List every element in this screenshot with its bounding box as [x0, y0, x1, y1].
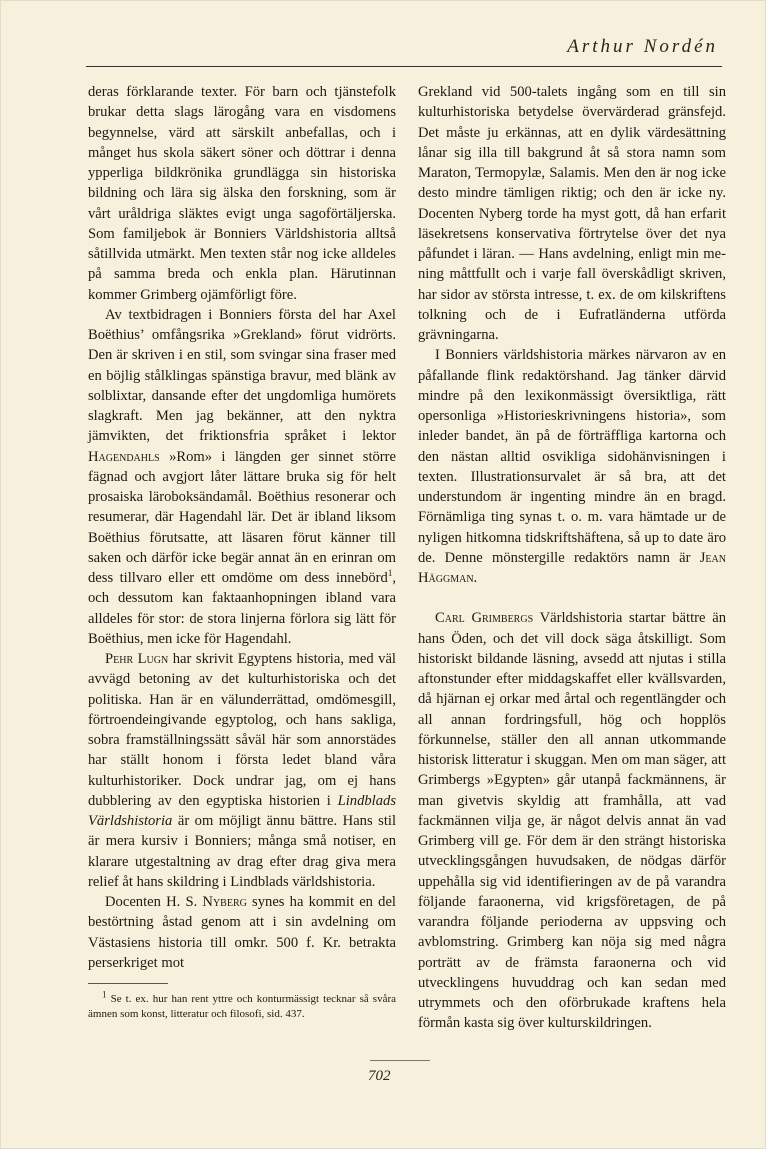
right-column: [418, 82, 726, 1034]
author-name: Nyberg: [202, 894, 247, 910]
footnote-reference: 1: [387, 568, 393, 579]
footnote: $^1$ Se t. ex. hur han rent yttre och konturmässigt tecknar så svåra ämnen som konst, litteratur och filosofi, sid. 437.: [88, 989, 397, 1020]
author-name: Pehr Lugn: [105, 651, 169, 667]
paragraph: Grekland vid 500-talets ingång som en till sin kulturhistoriska betydelse övervärderad gränsfejd. Det måste ju erkännas, att en dylik värdesättning lånar sig illa till bakgrund åt så stora namn som Maraton, Termopylæ, Salamis. Men den är nog icke desto mindre tämligen riktig; och den är icke ny. Docenten Nyberg torde ha myst gott, då han erfarit läsekretsens konservativa förtrytelse över det nya påfundet i läran. — Hans avdelning, enligt min mening måttfullt och i varje fall överskådligt skriven, har sidor av största intresse, t. ex. de om kilskriftens tolkning och de i Eufratländerna utförda grävningarna.: [418, 84, 726, 343]
author-name: Hagendahls: [88, 448, 160, 465]
author-name: Jean Häggman: [418, 549, 726, 586]
left-column: [88, 82, 396, 1034]
footnote-mark: 1: [102, 989, 107, 1000]
work-title: Lindblads Världshistoria: [88, 792, 396, 829]
paragraph: Pehr Lugn har skrivit Egyptens historia, med väl avvägd betoning av det kulturhistoriska och det politiska. Han är en välunderrättad, omdömesgill, förtroendeingivande egyptolog, och hans sakliga, sobra framställningssätt såväl här som annorstädes har ställt honom i första ledet bland våra kulturhistoriker. Dock undrar jag, om ej hans dubblering av den egyptiska historien i Lindblads Världshistoria är om möjligt ännu bättre. Hans stil är mera kursiv i Bonniers; många små notiser, en klarare utgestaltning av drag efter drag giva mera relief åt hans skildring i Lindblads världshistoria.: [88, 651, 396, 890]
page-number: 702: [368, 1068, 391, 1084]
running-header: [86, 36, 722, 67]
paragraph: I Bonniers världshistoria märkes närvaron av en påfallande flink redaktörshand. Jag tänker därvid mindre på den lexikonmässigt översiktliga, rätt opersonliga »Historieskrivningens historia», som inleder bandet, än på de förträffliga kartorna och den nästan alltid osvikliga sidohänvisningen i texten. Illustrationsurvalet är så bra, att det understundom är ingenting mindre än en bragd. Förnämliga ting synas t. o. m. vara hämtade ur de nyligen hitkomna tidskriftshäftena, så up to date äro de. Denne mönstergille redaktörs namn är Jean Häggman.: [418, 347, 726, 586]
footnote-divider: [88, 983, 168, 984]
author-name: Carl Grimbergs: [435, 610, 534, 627]
paragraph: Av textbidragen i Bonniers första del har Axel Boëthius’ omfångsrika »Grekland» förut vidrörts. Den är skriven i en stil, som svingar sina fraser med en böjlig stålklingas spänstiga bravur, med blänk av solblixtar, dansande efter det ungdomliga humörets slagkraft. Men jag bekänner, att den nyktra jämvikten, det friktionsfria språket i lektor Hagendahls »Rom» i längden ger sinnet större fägnad och avgjort låter lättare bruka sig för helt prosaiska läroboksändamål. Boëthius resonerar och resumerar, där Hagendahl lär. Det är ibland liksom Boëthius förutsatte, att läsaren förut känner till saken och därför icke begär annat än en erinran om dess tillvaro eller ett omdöme om dess innebörd$^1$, och dessutom kan faktaanhopningen ibland vara alldeles för stor: de stora linjerna förlora sig lätt för Boëthius, men icke för Hagendahl.: [88, 306, 396, 647]
paragraph: Docenten H. S. Nyberg synes ha kommit en del bestörtning åstad genom att i sin avdelning om Västasiens historia till omkr. 500 f. Kr. betrakta perserkriget mot: [88, 894, 396, 971]
paragraph: Carl Grimbergs Världshistoria startar bättre än hans Öden, och det vill dock säga åtskilligt. Som historiskt bildande läsning, avsedd att njutas i stilla aftonstunder efter middagskaffet eller kvällsvarden, då hjärnan ej orkar med årtal och regentlängder och all annan fordringsfull, hög och hopplös förkunnelse, ställer den all annan utkommande historisk litteratur i skuggan. Men om man säger, att Grimbergs »Egypten» går utanpå fackmännens, är man givetvis skyldig att framhålla, att vad fackmännen vilja ge, är något delvis annat än vad Grimberg vill ge. För dem är den strängt historiska utvecklingsgången huvudsaken, de nödgas därför uppehålla sig vid identifieringen av de på varandra följande faraonerna, vid krigsföretagen, de på varandra följande perioderna av uppsving och avblomstring. Grimberg kan nöja sig med några porträtt av de främsta faraonerna och vid utvecklingens huvuddrag och kan sedan med utrymmets och den oförbrukade kraftens hela förmån kasta sig över kulturskildringen.: [418, 610, 726, 1032]
article-body: [88, 82, 726, 1034]
running-head-title: Arthur Nordén: [567, 36, 718, 57]
folio-divider: [370, 1060, 430, 1061]
paragraph: deras förklarande texter. För barn och tjänstefolk brukar detta slags lärogång vara en visdomens begynnelse, värd att särskilt anbefallas, och i månget hus skola säkert söner och döttrar i denna ypperliga bildkrönika grundlägga sin historiska bildning och lära sig älska den forskning, som är vårt uråldriga släktes evigt unga sagoförtäljerska. Som familjebok är Bonniers Världshistoria alltså såtillvida utmärkt. Men texten står nog icke alldeles på samma breda och enkla plan. Härutinnan kommer Grimberg ojämförligt före.: [88, 84, 396, 303]
